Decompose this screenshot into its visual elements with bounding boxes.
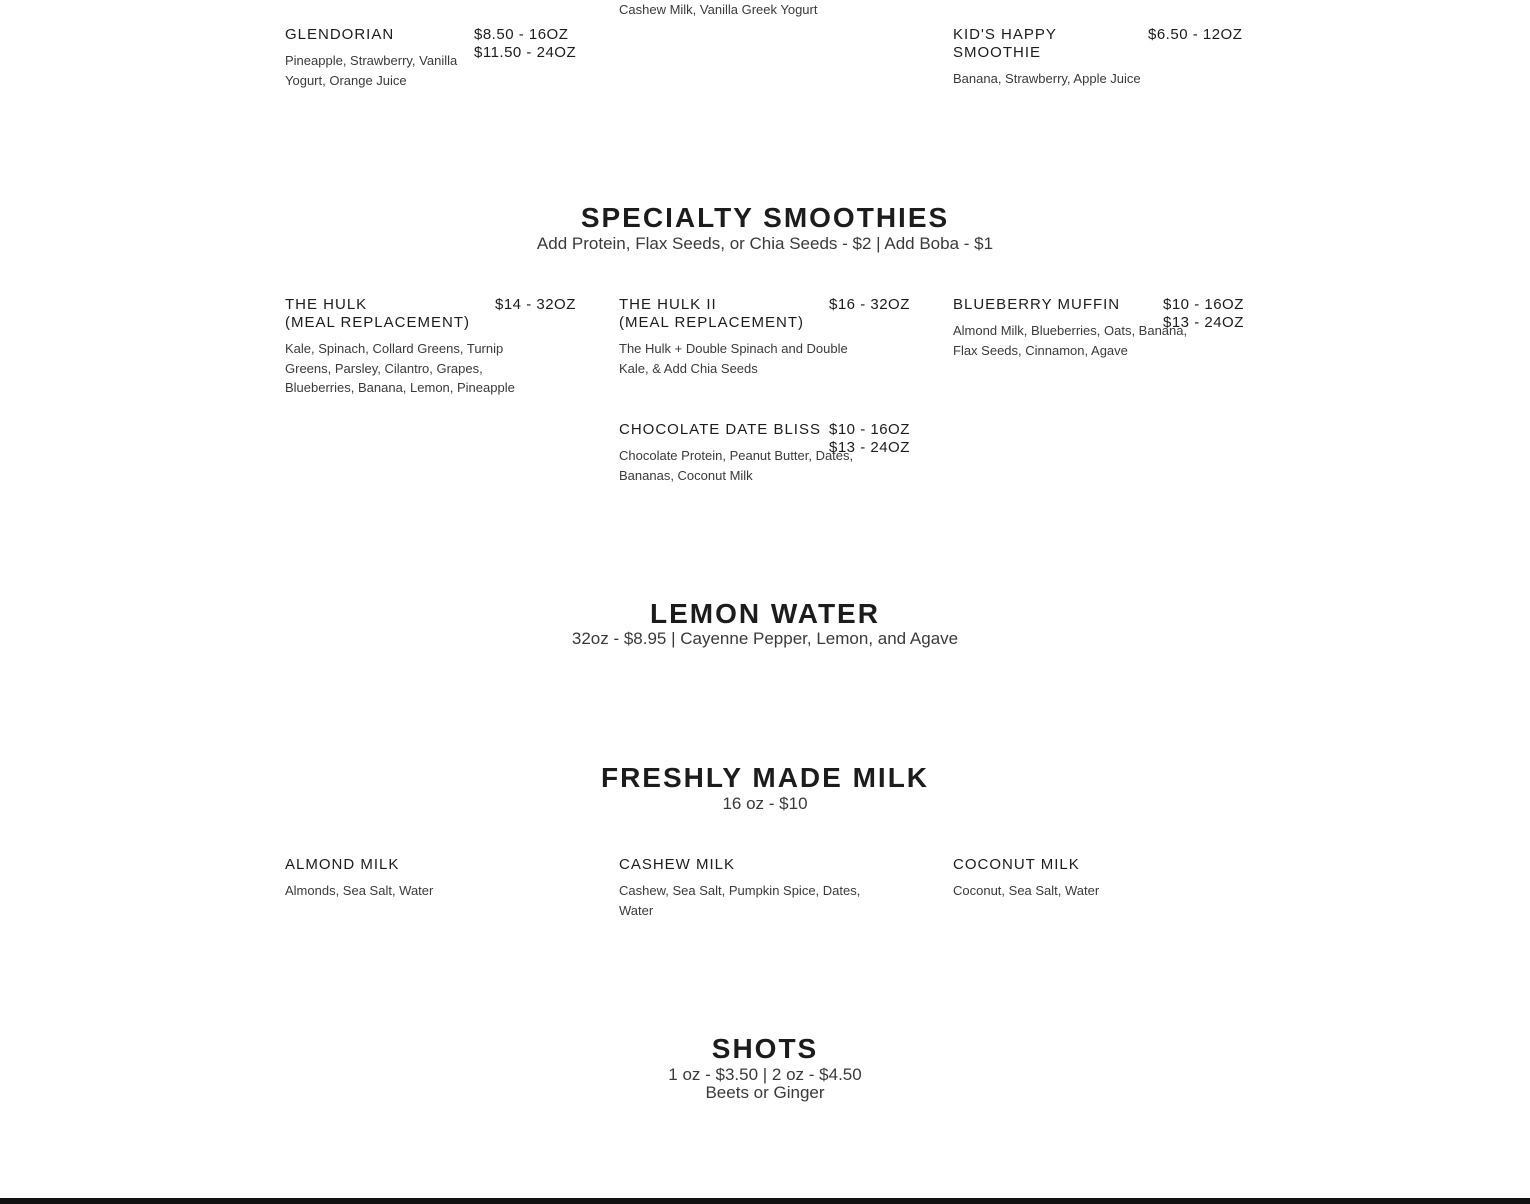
menu-item-name: KID'S HAPPY SMOOTHIE	[953, 26, 1057, 61]
section-subtitle-secondary: Beets or Ginger	[705, 1083, 825, 1102]
menu-item-price: $13 - 24OZ	[829, 439, 910, 456]
section-title: SPECIALTY SMOOTHIES	[580, 202, 950, 233]
menu-item-description: The Hulk + Double Spinach and Double Kale, & Add Chia Seeds	[619, 341, 848, 376]
menu-item-name: BLUEBERRY MUFFIN	[953, 296, 1121, 313]
section-subtitle: Add Protein, Flax Seeds, or Chia Seeds - $2 | Add Boba - $1	[536, 234, 994, 253]
section-subtitle: 1 oz - $3.50 | 2 oz - $4.50	[668, 1065, 862, 1084]
section-title: FRESHLY MADE MILK	[600, 762, 930, 793]
section-title: LEMON WATER	[650, 598, 880, 629]
menu-item-description: Coconut, Sea Salt, Water	[953, 883, 1100, 898]
menu-item-description: Almonds, Sea Salt, Water	[285, 883, 434, 898]
section-subtitle: 32oz - $8.95 | Cayenne Pepper, Lemon, and Agave	[571, 629, 959, 648]
menu-item-name: CHOCOLATE DATE BLISS	[619, 421, 821, 438]
menu-item-description: Banana, Strawberry, Apple Juice	[953, 71, 1141, 86]
menu-item-name: THE HULK II (MEAL REPLACEMENT)	[619, 296, 804, 331]
menu-item-price: $13 - 24OZ	[1163, 314, 1244, 331]
menu-item-price: $10 - 16OZ	[829, 421, 910, 438]
menu-item-description: Kale, Spinach, Collard Greens, Turnip Greens, Parsley, Cilantro, Grapes, Blueberries, Banana, Lemon, Pineapple	[285, 341, 515, 395]
menu-item-price: $6.50 - 12OZ	[1148, 26, 1243, 43]
menu-item-description: Almond Milk, Blueberries, Oats, Banana, Flax Seeds, Cinnamon, Agave	[953, 323, 1188, 358]
menu-item-name: CASHEW MILK	[619, 856, 736, 873]
menu-item-description: Cashew Milk, Vanilla Greek Yogurt	[619, 2, 818, 17]
menu-item-description: Cashew, Sea Salt, Pumpkin Spice, Dates, Water	[619, 883, 861, 918]
menu-item-price: $16 - 32OZ	[829, 296, 910, 313]
menu-item-price: $8.50 - 16OZ	[474, 26, 569, 43]
section-subtitle: 16 oz - $10	[722, 794, 808, 813]
menu-item-name: GLENDORIAN	[285, 26, 395, 43]
footer-bar	[0, 1198, 1530, 1204]
menu-item-price: $11.50 - 24OZ	[474, 44, 577, 61]
menu-item-description: Chocolate Protein, Peanut Butter, Dates, Bananas, Coconut Milk	[619, 448, 854, 483]
section-title: SHOTS	[711, 1033, 819, 1064]
menu-item-description: Pineapple, Strawberry, Vanilla Yogurt, Orange Juice	[285, 53, 458, 88]
menu-item-name: THE HULK (MEAL REPLACEMENT)	[285, 296, 470, 331]
menu-item-price: $14 - 32OZ	[495, 296, 576, 313]
menu-item-name: COCONUT MILK	[953, 856, 1080, 873]
menu-item-price: $10 - 16OZ	[1163, 296, 1244, 313]
menu-item-name: ALMOND MILK	[285, 856, 400, 873]
